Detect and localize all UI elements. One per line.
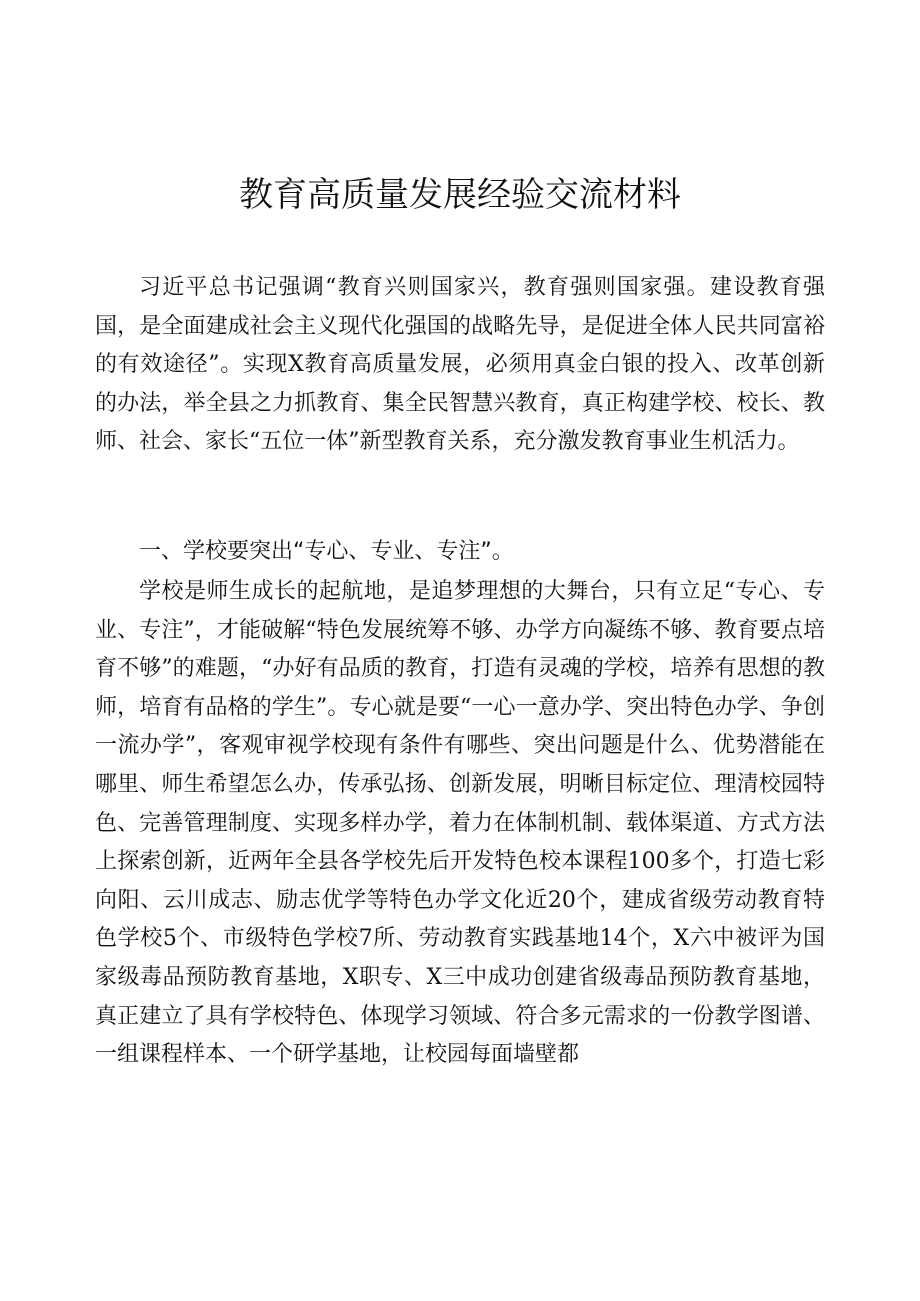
section-heading-1: 一、学校要突出“专心、专业、专注”。 xyxy=(139,539,514,564)
section-paragraph-1: 学校是师生成长的起航地，是追梦理想的大舞台，只有立足“专心、专业、专注”，才能破解“特色发展统筹不够、办学方向凝练不够、教育要点培育不够”的难题，“办好有品质的教育，打造有灵魂的学校，培养有思想的教师，培育有品格的学生”。专心就是要“一心一意办学、突出特色办学、争创一流办学”，客观审视学校现有条件有哪些、突出问题是什么、优势潜能在哪里、师生希望怎么办，传承弘扬、创新发展，明晰目标定位、理清校园特色、完善管理制度、实现多样办学，着力在体制机制、载体渠道、方式方法上探索创新，近两年全县各学校先后开发特色校本课程100多个，打造七彩向阳、云川成志、励志优学等特色办学文化近20个，建成省级劳动教育特色学校5个、市级特色学校7所、劳动教育实践基地14个，X六中被评为国家级毒品预防教育基地，X职专、X三中成功创建省级毒品预防教育基地，真正建立了具有学校特色、体现学习领域、符合多元需求的一份教学图谱、一组课程样本、一个研学基地，让校园每面墙壁都 xyxy=(95,579,825,1068)
intro-paragraph: 习近平总书记强调“教育兴则国家兴，教育强则国家强。建设教育强国，是全面建成社会主义现代化强国的战略先导，是促进全体人民共同富裕的有效途径”。实现X教育高质量发展，必须用真金白银的投入、改革创新的办法，举全县之力抓教育、集全民智慧兴教育，真正构建学校、校长、教师、社会、家长“五位一体”新型教育关系，充分激发教育事业生机活力。 xyxy=(95,275,825,455)
document-title: 教育高质量发展经验交流材料 xyxy=(239,175,681,215)
